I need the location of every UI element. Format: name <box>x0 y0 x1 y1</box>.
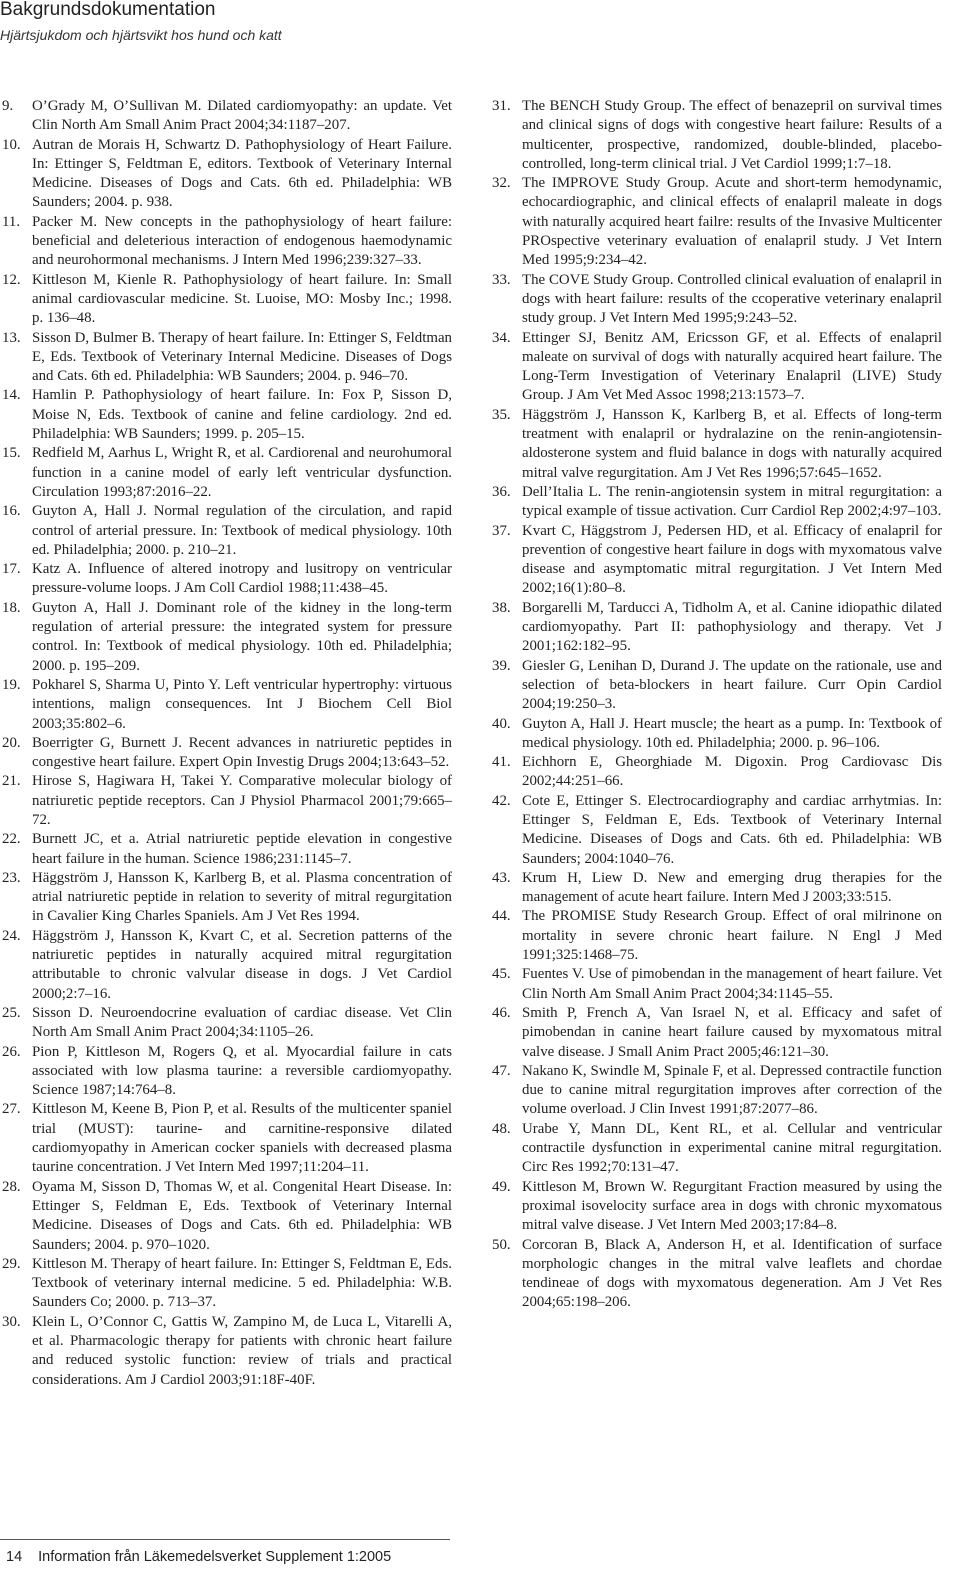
reference-item <box>490 97 942 174</box>
reference-item <box>0 1313 452 1390</box>
reference-text: Redfield M, Aarhus L, Wright R, et al. Cardiorenal and neurohumoral function in a canine model of early left ventricular dysfunction. Circulation 1993;87:2016–22. <box>32 445 452 500</box>
reference-item <box>0 502 452 560</box>
reference-item <box>490 1004 942 1062</box>
reference-number: 15. <box>2 445 21 462</box>
reference-item <box>0 599 452 676</box>
reference-number: 37. <box>492 522 511 539</box>
reference-text: Oyama M, Sisson D, Thomas W, et al. Congenital Heart Disease. In: Ettinger S, Feldman E, Eds. Textbook of Veterinary Internal Medicine. Diseases of Dogs and Cats. 6th ed. Philadelphia: WB Saunders; 2004. p. 970–1020. <box>32 1178 452 1253</box>
reference-text: Häggström J, Hansson K, Karlberg B, et al. Plasma concentration of atrial natriuretic peptide in relation to severity of mitral regurgitation in Cavalier King Charles Spaniels. Am J Vet Res 1994. <box>32 869 452 925</box>
reference-number: 42. <box>492 792 511 809</box>
reference-item <box>490 599 942 657</box>
reference-text: Pion P, Kittleson M, Rogers Q, et al. Myocardial failure in cats associated with low plasma taurine: a reversible cardiomyopathy. Science 1987;14:764–8. <box>32 1043 452 1099</box>
reference-item <box>490 406 942 483</box>
reference-number: 50. <box>492 1236 511 1253</box>
reference-item <box>0 213 452 271</box>
reference-number: 46. <box>492 1004 511 1021</box>
reference-text: Hirose S, Hagiwara H, Takei Y. Comparative molecular biology of natriuretic peptide receptors. Can J Physiol Pharmacol 2001;79:665–72. <box>32 773 452 828</box>
reference-number: 41. <box>492 754 511 771</box>
reference-number: 45. <box>492 966 511 983</box>
reference-item <box>0 1043 452 1101</box>
reference-item <box>0 1255 452 1313</box>
reference-number: 10. <box>2 136 21 153</box>
reference-text: Cote E, Ettinger S. Electrocardiography and cardiac arrhytmias. In: Ettinger S, Feldman E, Eds. Textbook of Veterinary Internal Medicine. Diseases of Dogs and Cats. 6th ed. Philadelphia: WB Saunders; 2004:1040–76. <box>522 792 942 867</box>
reference-text: Urabe Y, Mann DL, Kent RL, et al. Cellular and ventricular contractile dysfunction in experimental canine mitral regurgitation. Circ Res 1992;70:131–47. <box>522 1120 942 1176</box>
reference-text: Borgarelli M, Tarducci A, Tidholm A, et al. Canine idiopathic dilated cardiomyopathy. Part II: pathophysiology and therapy. Vet J 2001;162:182–95. <box>522 599 942 655</box>
reference-item <box>490 522 942 599</box>
reference-text: Kvart C, Häggstrom J, Pedersen HD, et al. Efficacy of enalapril for prevention of congestive heart failure in dogs with myxomatous valve disease and asymptomatic mitral regurgitation. J Vet Intern Med 2002;16(1):80–8. <box>522 522 942 597</box>
reference-text: Packer M. New concepts in the pathophysiology of heart failure: beneficial and deleterious interaction of endogenous haemodynamic and neurohormonal mechanisms. J Intern Med 1996;239:327–33. <box>32 213 452 269</box>
reference-text: Sisson D. Neuroendocrine evaluation of cardiac disease. Vet Clin North Am Small Anim Pract 2004;34:1105–26. <box>32 1004 452 1041</box>
reference-item <box>0 1178 452 1255</box>
reference-text: Autran de Morais H, Schwartz D. Pathophysiology of Heart Failure. In: Ettinger S, Feldtman E, editors. Textbook of Veterinary Internal Medicine. Diseases of Dogs and Cats. 6th ed. Philadelphia: WB Saunders; 2004. p. 938. <box>32 136 452 211</box>
reference-number: 26. <box>2 1043 21 1060</box>
reference-text: Sisson D, Bulmer B. Therapy of heart failure. In: Ettinger S, Feldtman E, Eds. Textbook of Veterinary Internal Medicine. Diseases of Dogs and Cats. 6th ed. Philadelphia: WB Saunders; 2004. p. 946–70. <box>32 329 452 385</box>
reference-number: 21. <box>2 773 21 790</box>
reference-item <box>0 869 452 927</box>
footer-divider <box>0 1539 450 1540</box>
reference-text: Smith P, French A, Van Israel N, et al. Efficacy and safet of pimobendan in canine heart failure caused by myxomatous mitral valve disease. J Small Anim Pract 2005;46:121–30. <box>522 1004 942 1060</box>
reference-item <box>490 1120 942 1178</box>
reference-item <box>0 136 452 213</box>
reference-text: Kittleson M, Brown W. Regurgitant Fraction measured by using the proximal isovelocity surface area in dogs with chronic myxomatous mitral valve disease. J Vet Intern Med 2003;17:84–8. <box>522 1178 942 1234</box>
page-header-title: Bakgrundsdokumentation <box>0 0 216 20</box>
reference-item <box>0 444 452 502</box>
reference-item <box>0 676 452 734</box>
reference-item <box>490 174 942 270</box>
reference-item <box>490 1178 942 1236</box>
reference-item <box>490 1236 942 1313</box>
reference-number: 18. <box>2 599 21 616</box>
reference-text: Ettinger SJ, Benitz AM, Ericsson GF, et al. Effects of enalapril maleate on survival of dogs with naturally acquired heart failure. The Long-Term Investigation of Veterinary Enalapril (LIVE) Study Group. J Am Vet Med Assoc 1998;213:1573–7. <box>522 329 942 404</box>
reference-item <box>490 965 942 1004</box>
reference-text: Katz A. Influence of altered inotropy and lusitropy on ventricular pressure-volume loops. J Am Coll Cardiol 1988;11:438–45. <box>32 561 452 597</box>
reference-number: 12. <box>2 271 21 288</box>
reference-number: 13. <box>2 329 21 346</box>
reference-item <box>490 329 942 406</box>
reference-number: 39. <box>492 657 511 674</box>
reference-text: Krum H, Liew D. New and emerging drug therapies for the management of acute heart failure. Intern Med J 2003;33:515. <box>522 869 942 906</box>
reference-number: 25. <box>2 1004 21 1021</box>
reference-item <box>0 734 452 773</box>
reference-item <box>490 792 942 869</box>
page-header-subtitle: Hjärtsjukdom och hjärtsvikt hos hund och katt <box>0 27 282 43</box>
reference-text: Kittleson M, Kienle R. Pathophysiology of heart failure. In: Small animal cardiovascular medicine. St. Luoise, MO: Mosby Inc.; 1998. p. 136–48. <box>32 271 452 327</box>
reference-number: 17. <box>2 561 21 578</box>
reference-item <box>490 715 942 754</box>
reference-number: 36. <box>492 483 511 500</box>
reference-text: Häggström J, Hansson K, Karlberg B, et al. Effects of long-term treatment with enalapril or hydralazine on the renin-angiotensin-aldosterone system and fluid balance in dogs with naturally acquired mitral valve regurgitation. Am J Vet Res 1996;57:645–1652. <box>522 406 942 481</box>
reference-item <box>0 927 452 1004</box>
reference-text: The IMPROVE Study Group. Acute and short-term hemodynamic, echocardiographic, and clinical effects of enalapril maleate in dogs with naturally acquired heart failre: results of the Invasive Multicenter PROspective veterinary evaluation of enalapril study. J Vet Intern Med 1995;9:234–42. <box>522 175 942 269</box>
reference-number: 28. <box>2 1178 21 1195</box>
reference-number: 49. <box>492 1178 511 1195</box>
page-number: 14 <box>6 1549 23 1565</box>
reference-text: The PROMISE Study Research Group. Effect of oral milrinone on mortality in severe chronic heart failure. N Engl J Med 1991;325:1468–75. <box>522 908 942 964</box>
reference-item <box>0 772 452 830</box>
reference-number: 31. <box>492 98 511 114</box>
reference-number: 48. <box>492 1120 511 1137</box>
reference-number: 22. <box>2 831 21 848</box>
reference-item <box>0 560 452 599</box>
references-right-column <box>490 97 942 1313</box>
reference-text: Boerrigter G, Burnett J. Recent advances in natriuretic peptides in congestive heart failure. Expert Opin Investig Drugs 2004;13:643–52. <box>32 734 452 771</box>
reference-number: 35. <box>492 406 511 423</box>
reference-text: Giesler G, Lenihan D, Durand J. The update on the rationale, use and selection of beta-blockers in heart failure. Curr Opin Cardiol 2004;19:250–3. <box>522 657 942 713</box>
reference-text: Kittleson M. Therapy of heart failure. In: Ettinger S, Feldtman E, Eds. Textbook of veterinary internal medicine. 5 ed. Philadelphia: W.B. Saunders Co; 2000. p. 713–37. <box>32 1255 452 1311</box>
reference-text: Corcoran B, Black A, Anderson H, et al. Identification of surface morphologic changes in the mitral valve leaflets and chordae tendineae of dogs with myxomatous degeneration. Am J Vet Res 2004;65:198–206. <box>522 1236 942 1311</box>
reference-number: 11. <box>2 213 21 230</box>
reference-number: 24. <box>2 927 21 944</box>
reference-text: The BENCH Study Group. The effect of benazepril on survival times and clinical signs of dogs with congestive heart failure: Results of a multicenter, prospective, randomized, double-blinded, placebo-controlled, long-term clinical trial. J Vet Cardiol 1999;1:7–18. <box>522 98 942 172</box>
reference-item <box>0 329 452 387</box>
reference-item <box>490 869 942 908</box>
reference-item <box>490 483 942 522</box>
reference-item <box>0 271 452 329</box>
reference-item <box>490 271 942 329</box>
publication-title: Information från Läkemedelsverket Supplement 1:2005 <box>38 1549 392 1565</box>
reference-number: 38. <box>492 599 511 616</box>
reference-number: 43. <box>492 869 511 886</box>
reference-number: 30. <box>2 1313 21 1330</box>
reference-text: Kittleson M, Keene B, Pion P, et al. Results of the multicenter spaniel trial (MUST): taurine- and carnitine-responsive dilated cardiomyopathy in American cocker spaniels with decreased plasma taurine concentration. J Vet Intern Med 1997;11:204–11. <box>32 1101 452 1176</box>
reference-number: 40. <box>492 715 511 732</box>
reference-text: Burnett JC, et a. Atrial natriuretic peptide elevation in congestive heart failure in the human. Science 1986;231:1145–7. <box>32 831 452 867</box>
reference-text: Klein L, O’Connor C, Gattis W, Zampino M, de Luca L, Vitarelli A, et al. Pharmacologic therapy for patients with chronic heart failure and reduced systolic function: review of trials and practical considerations. Am J Cardiol 2003;91:18F-40F. <box>32 1313 452 1388</box>
reference-number: 29. <box>2 1255 21 1272</box>
reference-item <box>490 657 942 715</box>
reference-text: Guyton A, Hall J. Dominant role of the kidney in the long-term regulation of arterial pressure: the integrated system for pressure control. In: Textbook of medical physiology. 10th ed. Philadelphia; 2000. p. 195–209. <box>32 599 452 674</box>
reference-item <box>0 97 452 136</box>
reference-item <box>490 753 942 792</box>
reference-number: 27. <box>2 1101 21 1118</box>
references-left-column <box>0 97 452 1390</box>
reference-number: 34. <box>492 329 511 346</box>
reference-item <box>490 907 942 965</box>
reference-text: Nakano K, Swindle M, Spinale F, et al. Depressed contractile function due to canine mitral regurgitation improves after correction of the volume overload. J Clin Invest 1991;87:2077–86. <box>522 1062 942 1118</box>
reference-text: Dell’Italia L. The renin-angiotensin system in mitral regurgitation: a typical example of tissue activation. Curr Cardiol Rep 2002;4:97–103. <box>522 483 942 520</box>
reference-text: Guyton A, Hall J. Normal regulation of the circulation, and rapid control of arterial pressure. In: Textbook of medical physiology. 10th ed. Philadelphia; 2000. p. 210–21. <box>32 503 452 558</box>
reference-item <box>490 1062 942 1120</box>
reference-text: Pokharel S, Sharma U, Pinto Y. Left ventricular hypertrophy: virtuous intentions, malign consequences. Int J Biochem Cell Biol 2003;35:802–6. <box>32 676 452 732</box>
reference-number: 14. <box>2 387 21 404</box>
reference-number: 33. <box>492 271 511 288</box>
reference-number: 32. <box>492 175 511 192</box>
reference-item <box>0 386 452 444</box>
reference-number: 9. <box>2 98 14 114</box>
reference-text: Eichhorn E, Gheorghiade M. Digoxin. Prog Cardiovasc Dis 2002;44:251–66. <box>522 754 942 790</box>
page-footer <box>6 1548 391 1566</box>
reference-item <box>0 830 452 869</box>
reference-number: 47. <box>492 1062 511 1079</box>
reference-text: O’Grady M, O’Sullivan M. Dilated cardiomyopathy: an update. Vet Clin North Am Small Anim Pract 2004;34:1187–207. <box>32 98 452 134</box>
reference-text: Hamlin P. Pathophysiology of heart failure. In: Fox P, Sisson D, Moise N, Eds. Textbook of canine and feline cardiology. 2nd ed. Philadelphia: WB Saunders; 1999. p. 205–15. <box>32 387 452 443</box>
reference-number: 16. <box>2 503 21 520</box>
reference-number: 23. <box>2 869 21 886</box>
reference-number: 20. <box>2 734 21 751</box>
reference-item <box>0 1100 452 1177</box>
reference-text: Häggström J, Hansson K, Kvart C, et al. Secretion patterns of the natriuretic peptides in naturally acquired mitral regurgitation attributable to chronic valvular disease in dogs. J Vet Cardiol 2000;2:7–16. <box>32 927 452 1002</box>
reference-number: 44. <box>492 908 511 925</box>
reference-number: 19. <box>2 676 21 693</box>
reference-text: Fuentes V. Use of pimobendan in the management of heart failure. Vet Clin North Am Small Anim Pract 2004;34:1145–55. <box>522 966 942 1002</box>
reference-item <box>0 1004 452 1043</box>
reference-text: The COVE Study Group. Controlled clinical evaluation of enalapril in dogs with heart failure: results of the ccoperative veterinary enalapril study group. J Vet Intern Med 1995;9:243–52. <box>522 271 942 327</box>
reference-text: Guyton A, Hall J. Heart muscle; the heart as a pump. In: Textbook of medical physiology. 10th ed. Philadelphia; 2000. p. 96–106. <box>522 715 942 751</box>
